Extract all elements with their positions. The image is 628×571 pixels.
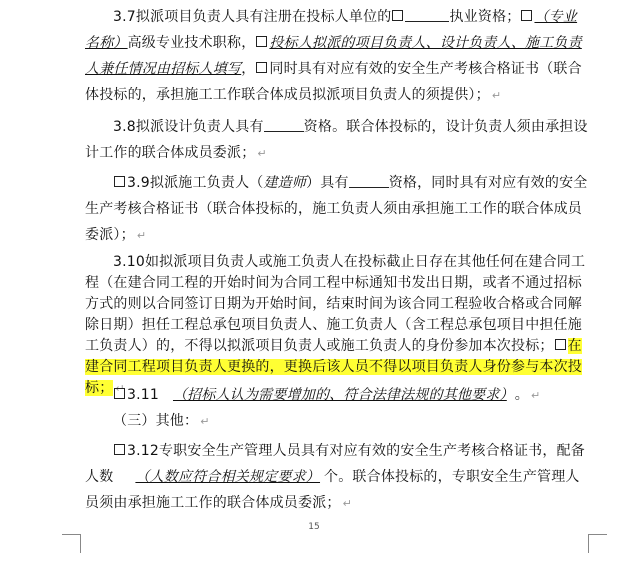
checkbox[interactable]: [256, 62, 267, 73]
constructor-note: 建造师: [263, 175, 307, 191]
clause-3-9-has: ）具有: [306, 175, 349, 191]
paragraph-mark: ↵: [257, 147, 267, 160]
clause-3-7-text: 3.7拟派项目负责人具有注册在投标人单位的: [113, 9, 392, 25]
title-text: 高级专业技术职称，: [127, 35, 256, 51]
clause-3-12-text: 3.12专职安全生产管理人员具有对应有效的安全生产考核合格证书，配备人数: [85, 443, 585, 485]
paragraph-mark: ↵: [491, 89, 502, 102]
section-other-heading: （三）其他：: [113, 413, 199, 429]
crop-mark-left: [62, 534, 81, 553]
clause-3-12-rest: 个。联合体投标的，专职安全生产管理人员须由承担施工工作的联合体成员委派；: [85, 469, 580, 511]
paragraph-mark: ↵: [136, 229, 147, 242]
crop-mark-right: [588, 534, 607, 553]
paragraph-mark: ↵: [200, 415, 210, 428]
paragraph-mark: ↵: [342, 497, 353, 510]
clause-3-11: [85, 382, 590, 409]
blank-field[interactable]: [349, 173, 389, 188]
clause-3-9-text: 3.9拟派施工负责人（: [127, 175, 264, 191]
checkbox[interactable]: [114, 176, 125, 187]
clause-3-9: [85, 170, 590, 249]
paragraph-mark: ↵: [115, 382, 125, 395]
clause-3-8-rest: 资格。联合体投标的，设计负责人须由承担设计工作的联合体成员委派；: [85, 119, 588, 161]
highlighted-text: 在建合同工程项目负责人更换的，更换后该人员不得以项目负责人身份参与本次投标；: [85, 338, 582, 396]
clause-3-12: [85, 438, 590, 517]
page-number: 15: [308, 522, 320, 532]
concurrent-role-note: 投标人拟派的项目负责人、设计负责人、施工负责人兼任情况由招标人填写: [85, 35, 582, 77]
checkbox[interactable]: [114, 444, 125, 455]
clause-3-10-text: 3.10如拟派项目负责人或施工负责人在投标截止日存在其他任何在建合同工程（在建合同工程的开始时间为合同工程中标通知书发出日期，或者不通过招标方式的则以合同签订日期为开始时间，结束时间为该合同工程验收合格或合同解除日期）担任工程总承包项目负责人、施工负责人（含工程总承包项目中担任施工负责人）的，不得以拟派项目负责人或施工负责人的身份参加本次投标；: [85, 254, 586, 354]
clause-3-10: [85, 252, 590, 399]
paragraph-mark: ↵: [531, 389, 541, 402]
blank-field[interactable]: [405, 7, 449, 22]
checkbox[interactable]: [114, 388, 125, 399]
other-requirements-note: （招标人认为需要增加的、符合法律法规的其他要求）: [172, 387, 507, 403]
section-other: [85, 408, 590, 435]
personnel-count-note: （人数应符合相关规定要求）: [135, 469, 321, 485]
safety-cert-text: 同时具有对应有效的安全生产考核合格证书（联合体投标的，承担施工工作联合体成员拟派项目负责人的须提供）；: [85, 61, 582, 103]
clause-3-7: [85, 4, 590, 109]
clause-3-11-number: 3.11: [127, 387, 159, 403]
checkbox[interactable]: [555, 339, 566, 350]
clause-3-7-qualification: 执业资格；: [449, 9, 521, 25]
clause-3-8: [85, 114, 590, 167]
major-name-note: （专业名称）: [85, 9, 578, 51]
blank-field[interactable]: [264, 117, 304, 132]
period: 。: [514, 387, 529, 403]
checkbox[interactable]: [256, 36, 267, 47]
checkbox[interactable]: [392, 10, 403, 21]
checkbox[interactable]: [521, 10, 532, 21]
clause-3-8-text: 3.8拟派设计负责人具有: [113, 119, 264, 135]
clause-3-9-rest: 资格，同时具有对应有效的安全生产考核合格证书（联合体投标的，施工负责人须由承担施工工作的联合体成员委派）；: [85, 175, 588, 243]
comma: ，: [241, 61, 256, 77]
